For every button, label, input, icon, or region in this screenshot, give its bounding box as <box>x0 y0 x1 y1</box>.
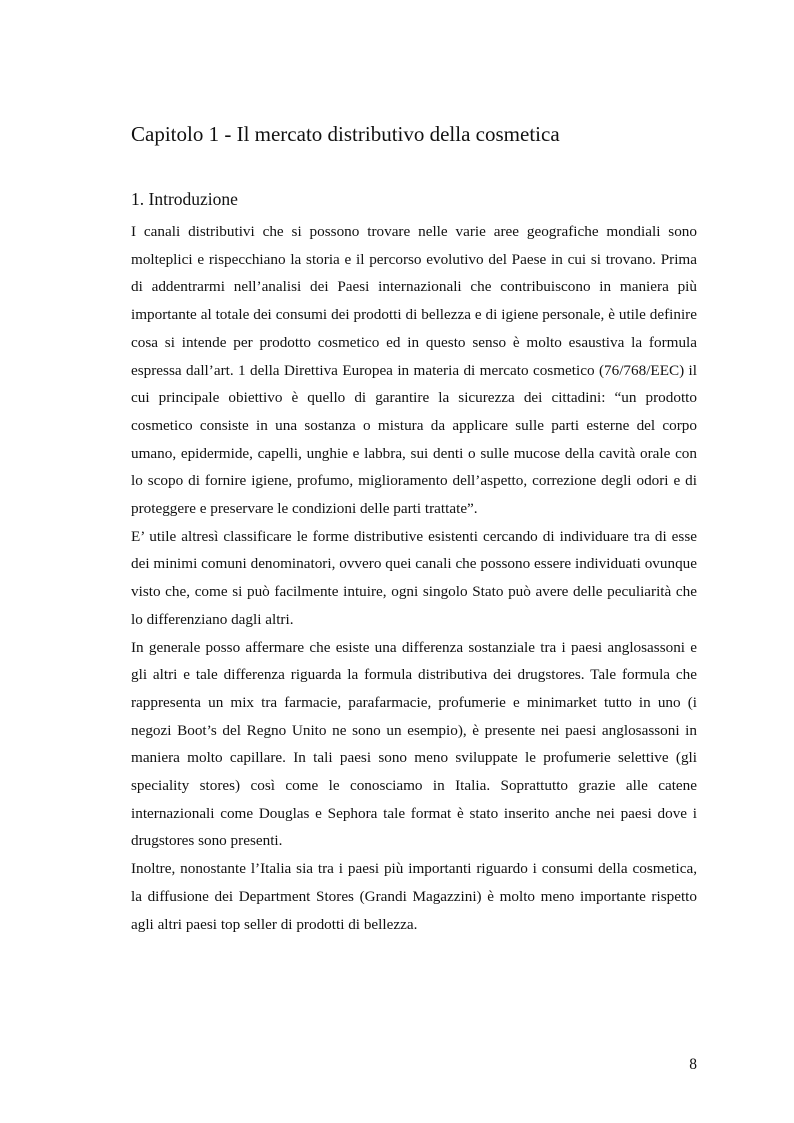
body-text <box>131 218 697 938</box>
page-number: 8 <box>689 1056 697 1073</box>
paragraph: In generale posso affermare che esiste una differenza sostanziale tra i paesi anglosassoni e gli altri e tale differenza riguarda la formula distributiva dei drugstores. Tale formula che rappresenta un mix tra farmacie, parafarmacie, profumerie e minimarket tutto in uno (i negozi Boot’s del Regno Unito ne sono un esempio), è presente nei paesi anglosassoni in maniera molto capillare. In tali paesi sono meno sviluppate le profumerie selettive (gli speciality stores) così come le conosciamo in Italia. Soprattutto grazie alle catene internazionali come Douglas e Sephora tale format è stato inserito anche nei paesi dove i drugstores sono presenti. <box>131 638 697 850</box>
paragraph: I canali distributivi che si possono trovare nelle varie aree geografiche mondiali sono molteplici e rispecchiano la storia e il percorso evolutivo del Paese in cui si trovano. Prima di addentrarmi nell’analisi dei Paesi internazionali che contribuiscono in maniera più importante al totale dei consumi dei prodotti di bellezza e di igiene personale, è utile definire cosa si intende per prodotto cosmetico ed in questo senso è molto esaustiva la formula espressa dall’art. 1 della Direttiva Europea in materia di mercato cosmetico (76/768/EEC) il cui principale obiettivo è quello di garantire la sicurezza dei cittadini: “un prodotto cosmetico consiste in una sostanza o mistura da applicare sulle parti esterne del corpo umano, epidermide, capelli, unghie e labbra, sui denti o sulle mucose della cavità orale con lo scopo di fornire igiene, profumo, miglioramento dell’aspetto, correzione degli odori e di proteggere e preservare le condizioni delle parti trattate”. <box>131 223 697 518</box>
paragraph: E’ utile altresì classificare le forme distributive esistenti cercando di individuare tra di esse dei minimi comuni denominatori, ovvero quei canali che possono essere individuati ovunque visto che, come si può facilmente intuire, ogni singolo Stato può avere delle peculiarità che lo differenziano dagli altri. <box>131 527 697 628</box>
section-title: 1. Introduzione <box>131 189 238 209</box>
paragraph: Inoltre, nonostante l’Italia sia tra i paesi più importanti riguardo i consumi della cosmetica, la diffusione dei Department Stores (Grandi Magazzini) è molto meno importante rispetto agli altri paesi top seller di prodotti di bellezza. <box>131 860 697 933</box>
chapter-title: Capitolo 1 - Il mercato distributivo della cosmetica <box>131 122 560 146</box>
